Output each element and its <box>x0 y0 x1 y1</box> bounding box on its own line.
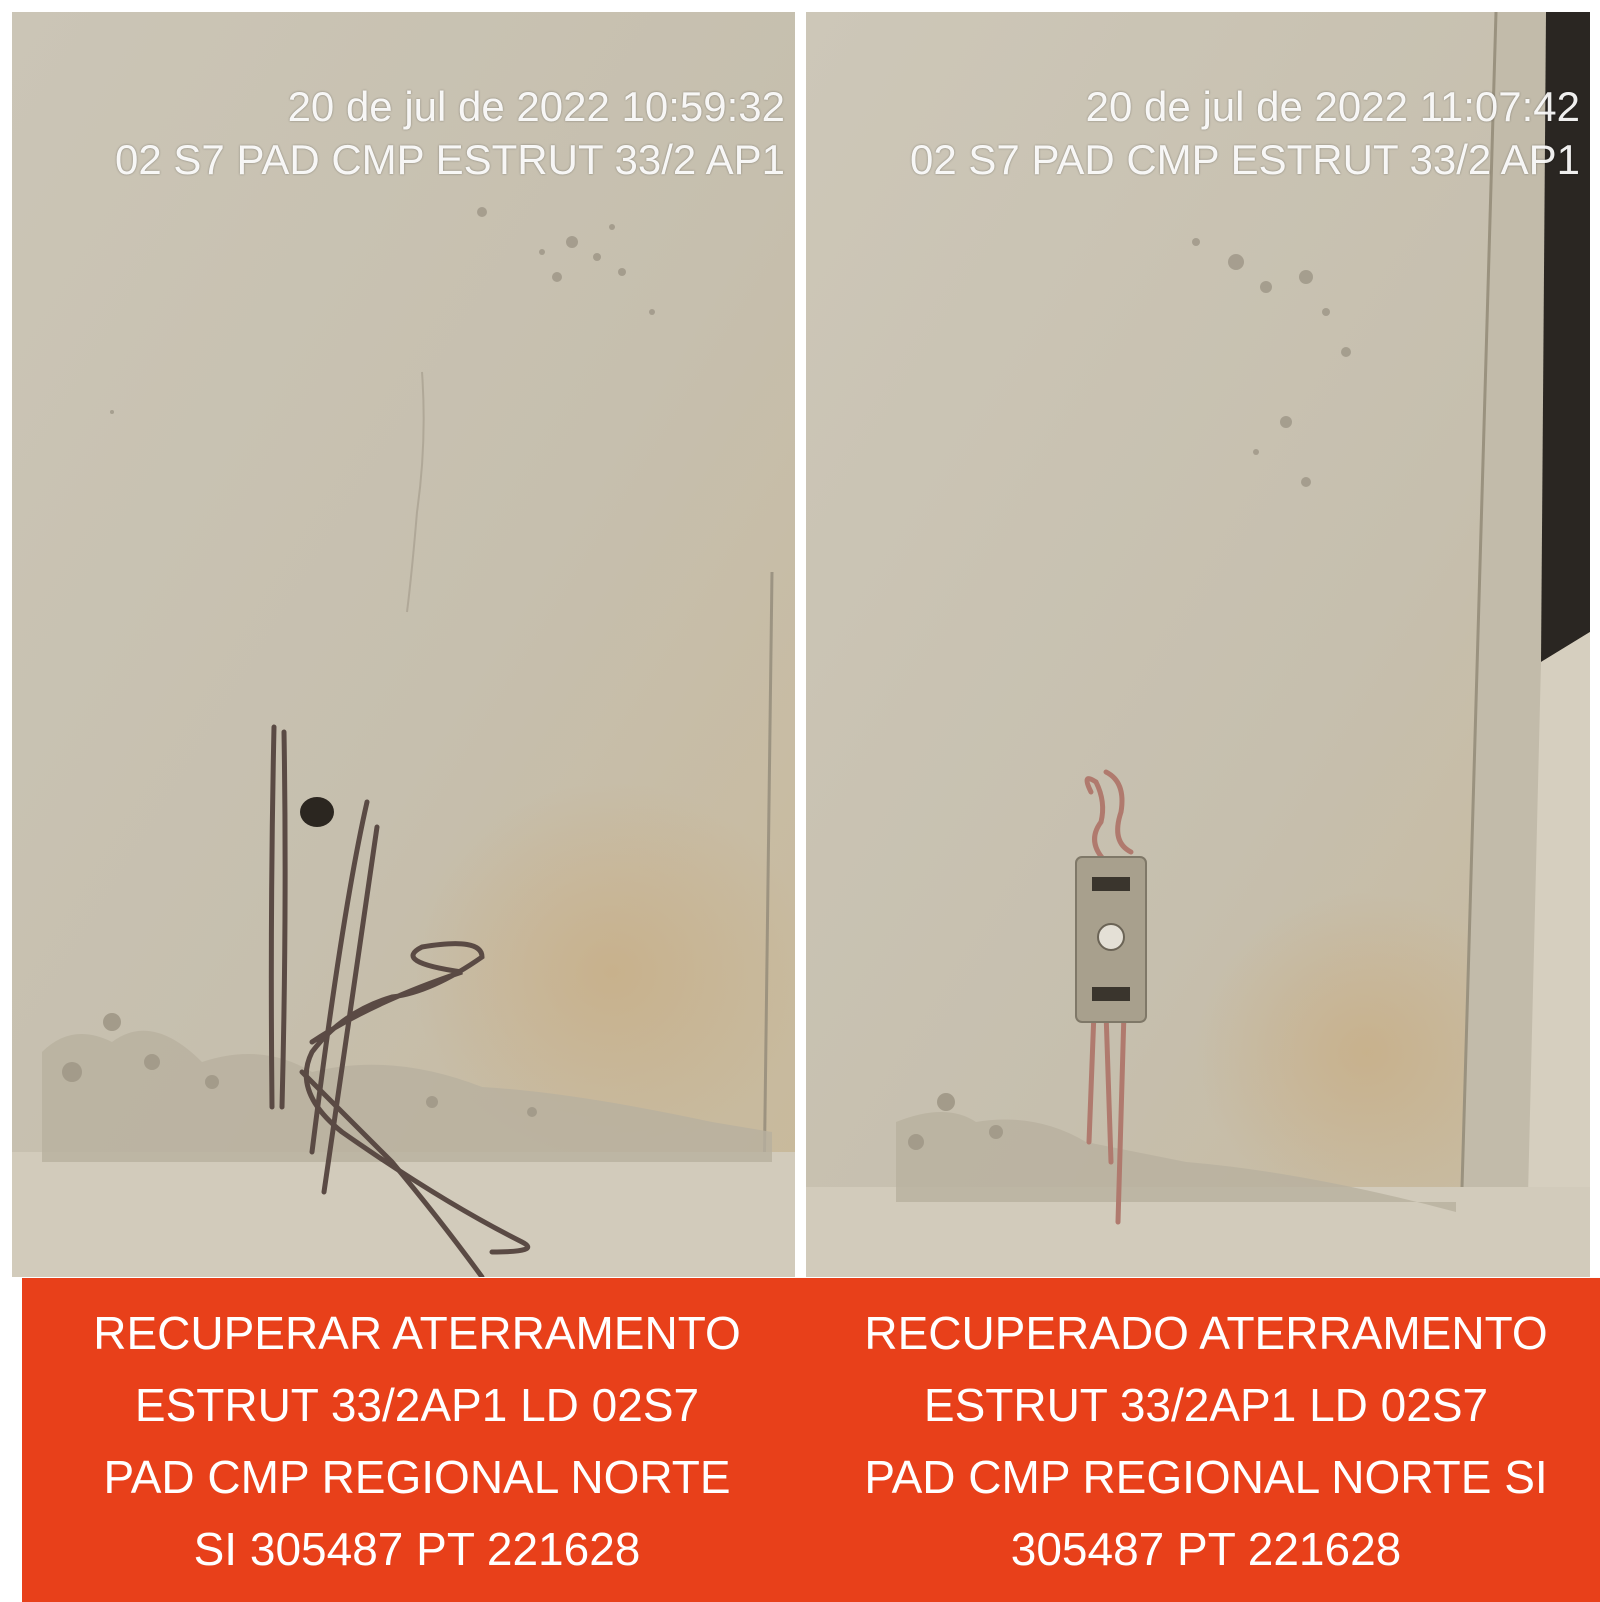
caption-line: PAD CMP REGIONAL NORTE SI <box>864 1451 1548 1503</box>
photo-timestamp: 20 de jul de 2022 10:59:32 <box>287 83 785 130</box>
caption-after <box>812 1278 1600 1602</box>
concrete-wall-photo-after <box>806 12 1590 1277</box>
photo-timestamp-overlay <box>910 80 1580 186</box>
caption-line: ESTRUT 33/2AP1 LD 02S7 <box>134 1379 700 1431</box>
photo-timestamp-overlay <box>115 80 785 186</box>
caption-line: RECUPERADO ATERRAMENTO <box>864 1307 1548 1359</box>
caption-line: RECUPERAR ATERRAMENTO <box>93 1307 741 1359</box>
caption-before <box>22 1278 812 1602</box>
photo-location-code: 02 S7 PAD CMP ESTRUT 33/2 AP1 <box>115 136 785 183</box>
caption-line: ESTRUT 33/2AP1 LD 02S7 <box>923 1379 1489 1431</box>
caption-line: PAD CMP REGIONAL NORTE <box>103 1451 731 1503</box>
photo-after <box>806 12 1590 1277</box>
photo-location-code: 02 S7 PAD CMP ESTRUT 33/2 AP1 <box>910 136 1580 183</box>
concrete-wall-photo-before <box>12 12 795 1277</box>
photo-before <box>12 12 795 1277</box>
caption-line: 305487 PT 221628 <box>1010 1523 1402 1575</box>
photo-timestamp: 20 de jul de 2022 11:07:42 <box>1085 83 1580 130</box>
caption-line: SI 305487 PT 221628 <box>193 1523 641 1575</box>
